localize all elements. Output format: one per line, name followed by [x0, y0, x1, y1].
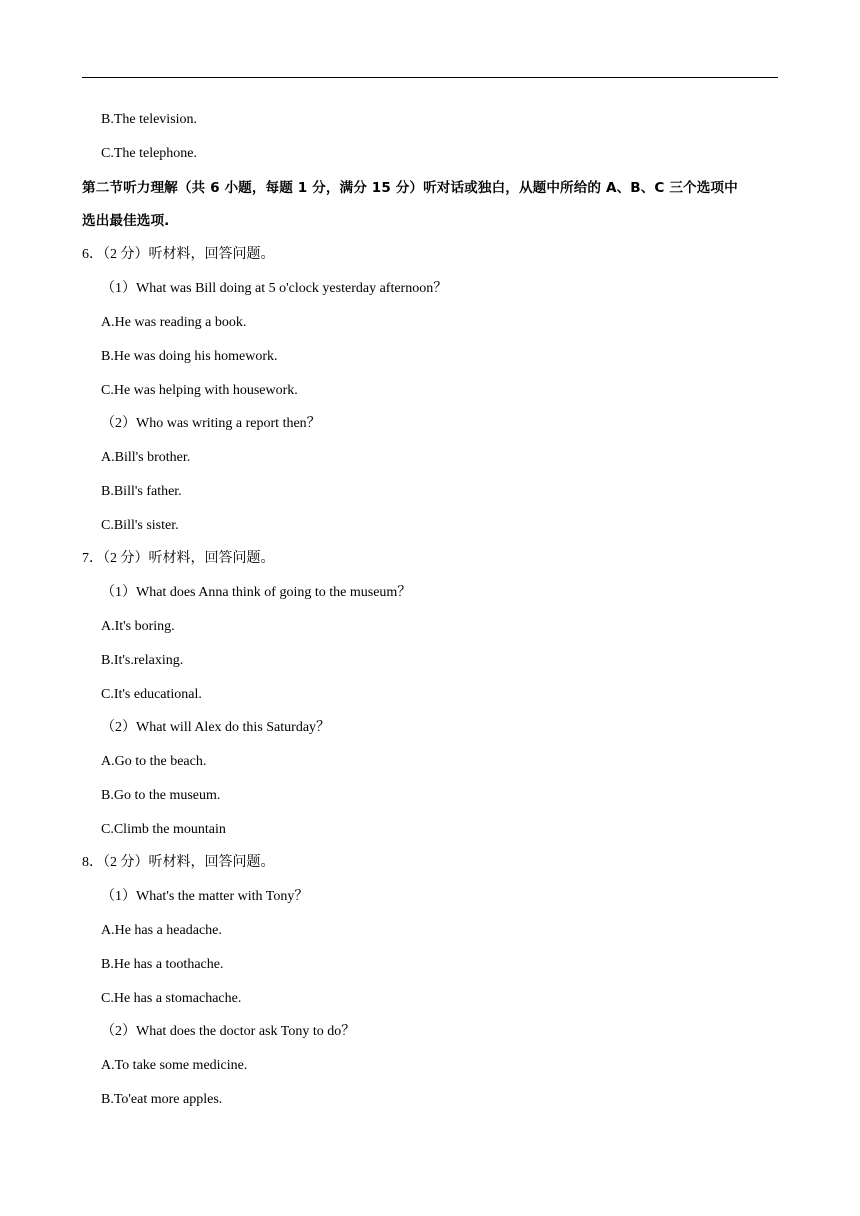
- question-6-2: （2）Who was writing a report then？: [101, 416, 321, 431]
- section-instructions-line2: 选出最佳选项.: [82, 213, 170, 229]
- section-instructions-line1: 第二节听力理解（共 6 小题，每题 1 分，满分 15 分）听对话或独白，从题中所给的 A、B、C 三个选项中: [82, 180, 738, 196]
- question-7-2-option-c: C.Climb the mountain: [101, 822, 226, 837]
- question-7-1: （1）What does Anna think of going to the museum？: [101, 585, 412, 600]
- question-8-1-option-b: B.He has a toothache.: [101, 957, 224, 972]
- question-7-stem: 7．（2 分）听材料，回答问题。: [82, 551, 275, 566]
- option-c-telephone: C.The telephone.: [101, 146, 198, 161]
- question-6-1-option-a: A.He was reading a book.: [101, 315, 247, 330]
- question-6-2-option-a: A.Bill's brother.: [101, 450, 191, 465]
- question-6-stem: 6．（2 分）听材料，回答问题。: [82, 247, 275, 262]
- question-7-2-option-a: A.Go to the beach.: [101, 754, 207, 769]
- option-b-television: B.The television.: [101, 112, 198, 127]
- question-7-1-option-b: B.It's.relaxing.: [101, 653, 184, 668]
- header-rule: [82, 77, 778, 78]
- question-8-2-option-a: A.To take some medicine.: [101, 1058, 248, 1073]
- question-6-1-option-b: B.He was doing his homework.: [101, 349, 278, 364]
- question-6-2-option-c: C.Bill's sister.: [101, 518, 179, 533]
- question-8-2: （2）What does the doctor ask Tony to do？: [101, 1024, 356, 1039]
- question-7-1-option-c: C.It's educational.: [101, 687, 202, 702]
- question-7-2-option-b: B.Go to the museum.: [101, 788, 221, 803]
- question-7-1-option-a: A.It's boring.: [101, 619, 175, 634]
- question-8-1-option-a: A.He has a headache.: [101, 923, 222, 938]
- question-6-1: （1）What was Bill doing at 5 o'clock yesterday afternoon？: [101, 281, 448, 296]
- question-7-2: （2）What will Alex do this Saturday？: [101, 720, 331, 735]
- question-8-2-option-b: B.To'eat more apples.: [101, 1092, 223, 1107]
- question-8-1-option-c: C.He has a stomachache.: [101, 991, 242, 1006]
- question-6-1-option-c: C.He was helping with housework.: [101, 383, 298, 398]
- question-6-2-option-b: B.Bill's father.: [101, 484, 182, 499]
- question-8-1: （1）What's the matter with Tony？: [101, 889, 309, 904]
- question-8-stem: 8．（2 分）听材料，回答问题。: [82, 855, 275, 870]
